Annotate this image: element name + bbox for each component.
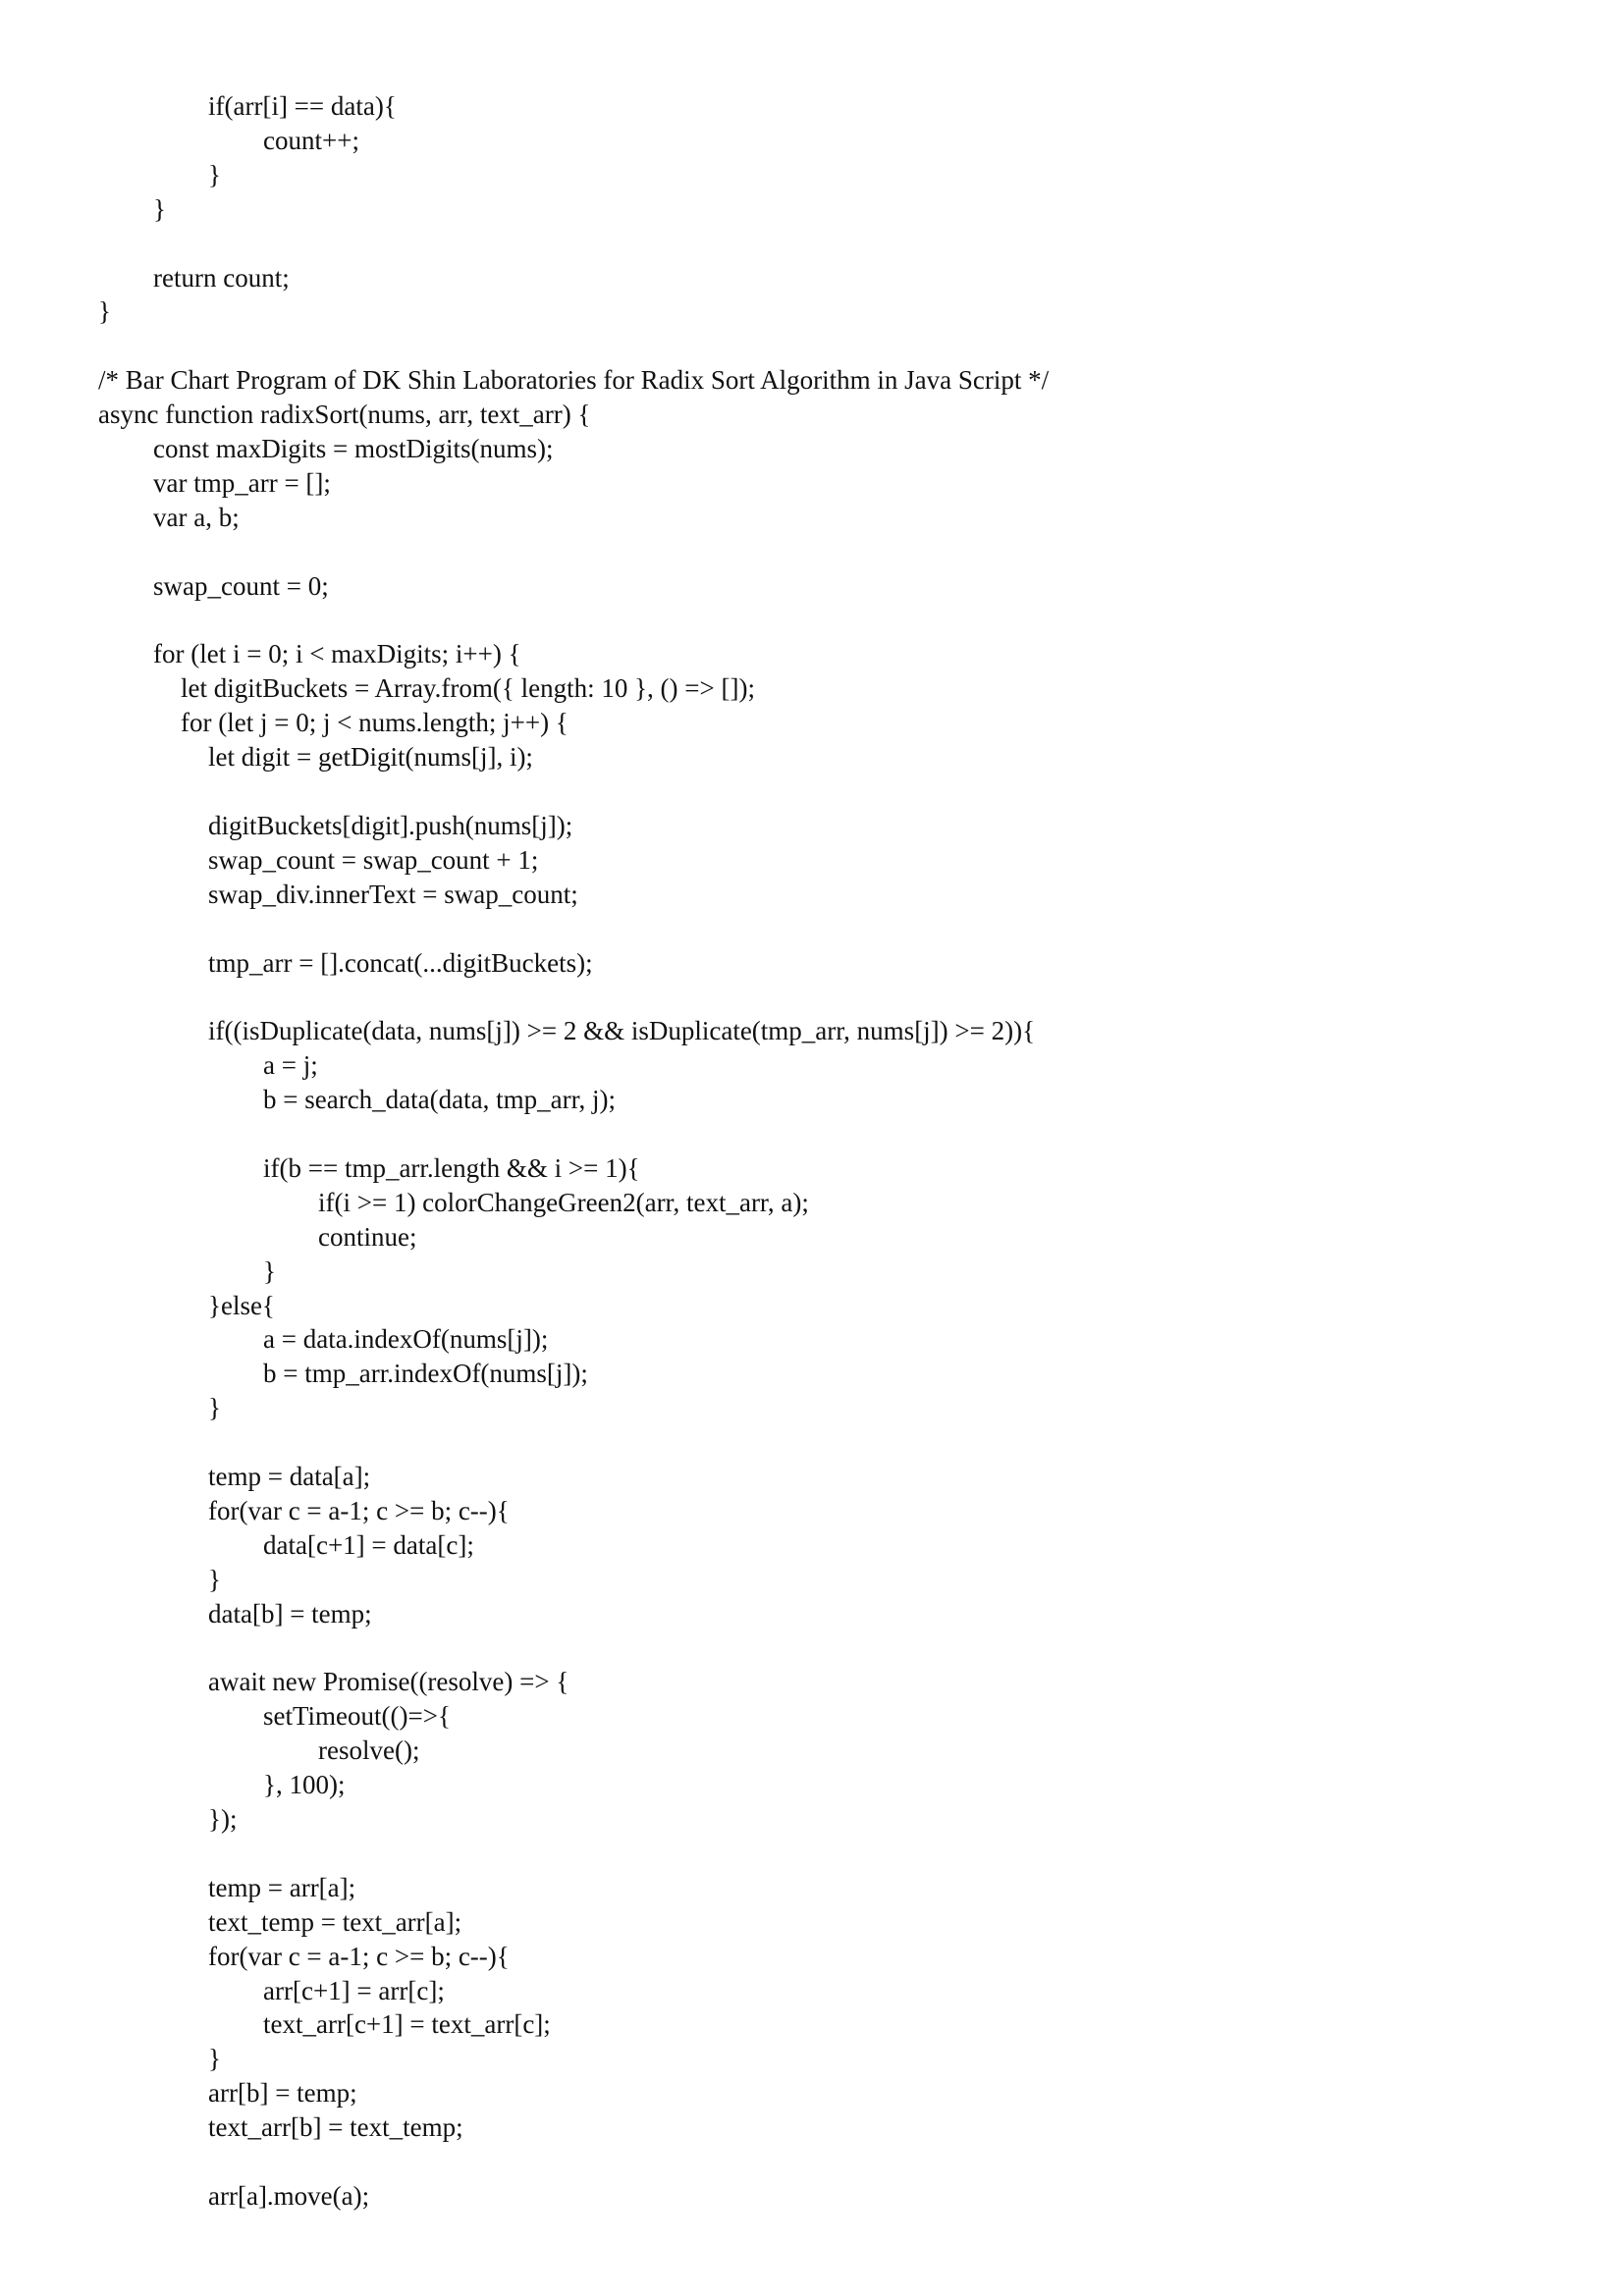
code-line: } xyxy=(208,1393,221,1422)
code-line: async function radixSort(nums, arr, text_arr) { xyxy=(98,400,591,429)
code-line: data[b] = temp; xyxy=(208,1599,372,1629)
code-line: b = tmp_arr.indexOf(nums[j]); xyxy=(263,1359,588,1388)
code-line: swap_div.innerText = swap_count; xyxy=(208,880,578,909)
code-line: swap_count = swap_count + 1; xyxy=(208,845,539,875)
code-line: } xyxy=(208,2044,221,2073)
code-line: } xyxy=(98,296,111,326)
code-line: continue; xyxy=(318,1222,417,1252)
code-line: count++; xyxy=(263,126,359,155)
code-line: resolve(); xyxy=(318,1735,420,1765)
code-line: }else{ xyxy=(208,1291,275,1320)
code-line: if(b == tmp_arr.length && i >= 1){ xyxy=(263,1153,640,1183)
code-line: for(var c = a-1; c >= b; c--){ xyxy=(208,1942,510,1971)
code-line: var a, b; xyxy=(153,503,240,532)
code-line: if(arr[i] == data){ xyxy=(208,91,397,121)
code-line: temp = arr[a]; xyxy=(208,1873,356,1902)
code-line: for(var c = a-1; c >= b; c--){ xyxy=(208,1496,510,1525)
code-line: for (let i = 0; i < maxDigits; i++) { xyxy=(153,639,521,668)
code-line: var tmp_arr = []; xyxy=(153,468,331,498)
code-line: }); xyxy=(208,1804,238,1834)
code-line: arr[c+1] = arr[c]; xyxy=(263,1976,445,2005)
code-line: data[c+1] = data[c]; xyxy=(263,1530,474,1560)
code-line: b = search_data(data, tmp_arr, j); xyxy=(263,1085,616,1114)
code-line: setTimeout(()=>{ xyxy=(263,1701,451,1731)
code-line: for (let j = 0; j < nums.length; j++) { xyxy=(181,708,568,737)
code-line: arr[a].move(a); xyxy=(208,2181,370,2211)
code-line: let digitBuckets = Array.from({ length: 10 }, () => []); xyxy=(181,673,755,703)
code-line: } xyxy=(263,1256,276,1286)
code-line: text_arr[b] = text_temp; xyxy=(208,2112,463,2142)
code-line: temp = data[a]; xyxy=(208,1462,371,1491)
code-line: swap_count = 0; xyxy=(153,571,329,601)
code-line: const maxDigits = mostDigits(nums); xyxy=(153,434,554,463)
code-line: tmp_arr = [].concat(...digitBuckets); xyxy=(208,948,593,978)
code-line: a = data.indexOf(nums[j]); xyxy=(263,1324,549,1354)
code-line: } xyxy=(208,160,221,189)
code-line: } xyxy=(153,194,166,224)
code-line: if((isDuplicate(data, nums[j]) >= 2 && isDuplicate(tmp_arr, nums[j]) >= 2)){ xyxy=(208,1016,1036,1045)
code-line: /* Bar Chart Program of DK Shin Laboratories for Radix Sort Algorithm in Java Script */ xyxy=(98,365,1050,395)
code-line: arr[b] = temp; xyxy=(208,2078,357,2108)
code-line: digitBuckets[digit].push(nums[j]); xyxy=(208,811,573,840)
code-line: let digit = getDigit(nums[j], i); xyxy=(208,742,533,772)
code-line: }, 100); xyxy=(263,1770,346,1799)
code-line: await new Promise((resolve) => { xyxy=(208,1667,569,1696)
code-line: text_arr[c+1] = text_arr[c]; xyxy=(263,2009,551,2039)
code-line: text_temp = text_arr[a]; xyxy=(208,1907,462,1937)
code-line: } xyxy=(208,1565,221,1594)
code-line: a = j; xyxy=(263,1050,318,1080)
code-line: if(i >= 1) colorChangeGreen2(arr, text_arr, a); xyxy=(318,1188,809,1217)
code-line: return count; xyxy=(153,263,290,293)
